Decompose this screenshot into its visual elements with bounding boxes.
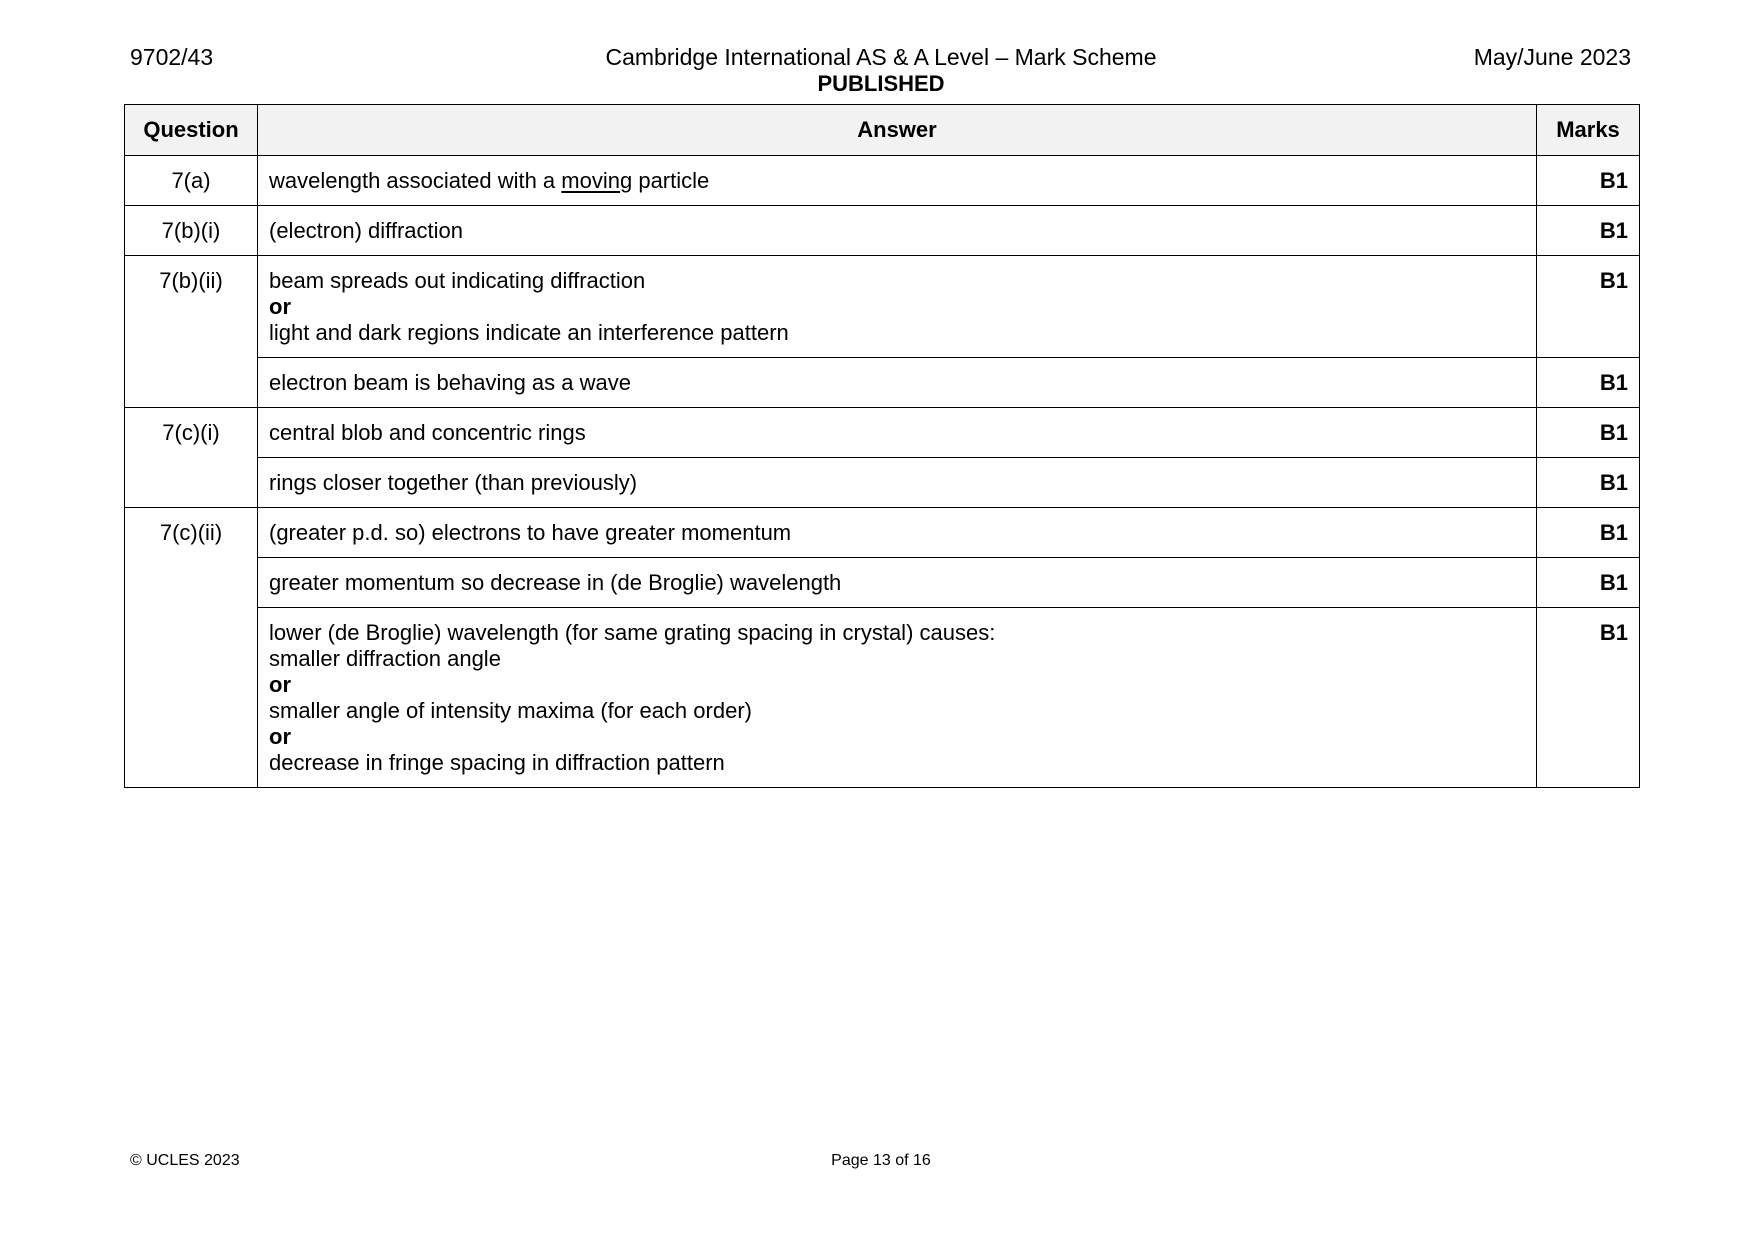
answer-underlined-text: moving xyxy=(561,168,633,193)
answer-line: central blob and concentric rings xyxy=(269,420,586,445)
question-number: 7(b)(i) xyxy=(125,206,258,256)
question-number: 7(b)(ii) xyxy=(125,256,258,408)
table-row xyxy=(125,206,1640,256)
table-row xyxy=(125,508,1640,558)
column-header-question: Question xyxy=(125,105,258,156)
paper-code: 9702/43 xyxy=(130,44,214,70)
marks-cell: B1 xyxy=(1537,458,1640,508)
answer-cell xyxy=(258,508,1537,558)
marks-cell: B1 xyxy=(1537,408,1640,458)
page-number: Page 13 of 16 xyxy=(831,1152,931,1169)
marks-cell: B1 xyxy=(1537,156,1640,206)
answer-line: beam spreads out indicating diffraction xyxy=(269,268,646,293)
table-row xyxy=(125,358,1640,408)
column-header-answer: Answer xyxy=(258,105,1537,156)
published-label: PUBLISHED xyxy=(817,71,945,96)
answer-cell xyxy=(258,156,1537,206)
answer-line: light and dark regions indicate an interference pattern xyxy=(269,320,789,345)
table-row xyxy=(125,256,1640,358)
answer-line: electron beam is behaving as a wave xyxy=(269,370,631,395)
answer-line: (greater p.d. so) electrons to have greater momentum xyxy=(269,520,792,545)
marks-cell: B1 xyxy=(1537,608,1640,788)
table-header-row xyxy=(125,105,1640,156)
table-row xyxy=(125,408,1640,458)
answer-cell xyxy=(258,608,1537,788)
exam-session: May/June 2023 xyxy=(1473,44,1631,70)
marks-cell: B1 xyxy=(1537,358,1640,408)
or-connector: or xyxy=(269,724,291,749)
mark-scheme-table xyxy=(124,104,1640,788)
answer-cell xyxy=(258,206,1537,256)
marks-cell: B1 xyxy=(1537,508,1640,558)
or-connector: or xyxy=(269,294,291,319)
answer-cell xyxy=(258,558,1537,608)
answer-text: particle xyxy=(632,168,710,193)
table-row xyxy=(125,156,1640,206)
marks-cell: B1 xyxy=(1537,256,1640,358)
answer-cell xyxy=(258,408,1537,458)
answer-text: wavelength associated with a xyxy=(269,168,562,193)
or-connector: or xyxy=(269,672,291,697)
answer-line: smaller angle of intensity maxima (for each order) xyxy=(269,698,752,723)
answer-line: rings closer together (than previously) xyxy=(269,470,638,495)
marks-cell: B1 xyxy=(1537,558,1640,608)
question-number: 7(a) xyxy=(125,156,258,206)
answer-cell xyxy=(258,358,1537,408)
answer-line: greater momentum so decrease in (de Broglie) wavelength xyxy=(269,570,842,595)
table-row xyxy=(125,458,1640,508)
question-number: 7(c)(ii) xyxy=(125,508,258,788)
column-header-marks: Marks xyxy=(1537,105,1640,156)
answer-cell xyxy=(258,458,1537,508)
answer-cell xyxy=(258,256,1537,358)
document-title: Cambridge International AS & A Level – Mark Scheme xyxy=(605,44,1157,70)
copyright-notice: © UCLES 2023 xyxy=(130,1152,240,1169)
table-row xyxy=(125,558,1640,608)
answer-line: lower (de Broglie) wavelength (for same grating spacing in crystal) causes: xyxy=(269,620,996,645)
marks-cell: B1 xyxy=(1537,206,1640,256)
answer-line: decrease in fringe spacing in diffraction pattern xyxy=(269,750,725,775)
table-row xyxy=(125,608,1640,788)
answer-line: (electron) diffraction xyxy=(269,218,464,243)
answer-line: smaller diffraction angle xyxy=(269,646,501,671)
question-number: 7(c)(i) xyxy=(125,408,258,508)
